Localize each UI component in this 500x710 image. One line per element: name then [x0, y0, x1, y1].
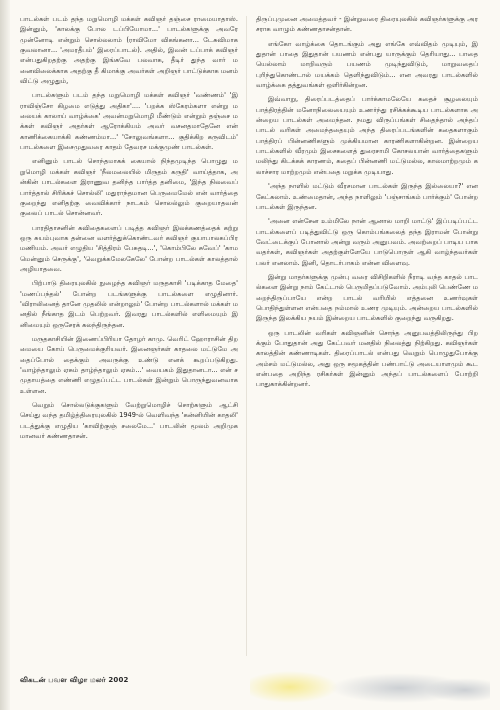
paragraph: பாடல்களும் படம் தந்த மறுமொழி மக்கள் கவிஞர் 'வண்ணம்' 'இராவிஞ்சோ கிழமை எடுத்து அதிகா'.... 'பறக்க ஸ்கேரம்களா என்று மலையக் காலாய் வாழ்க்கை' அவன்மறுமொழி மீண்டும் என்றும் தஞ்சை மக்கள் கவிஞர் அதர்கள் ஆரோக்கியம் அவர் வசனதமாதேனே என் காணிக்கையாக்கி கண்ணம்மா...' 'சோலுவங்களா... குதிக்கிற கருவிடம்' பாடல்களை இசைமுதுவரை காதம் தேவரச மக்குமுண் பாடல்கள். [20, 91, 238, 152]
column-gutter [246, 16, 247, 656]
paragraph: பிற்பாடு திரையுலகில் நுழைந்த கவிஞர் மருதகாசி 'படிக்காத மேதை' 'மணப்பந்தல்' போன்ற படங்களுக்கு பாடல்களை எழுதினார். 'விராலினைத் தானே முதலில் என்றாலும்' போன்ற பாடல்களால் மக்கள் மனதில் நீங்காத இடம் பெற்றவர். இவரது பாடல்களில் எளிமையும் இனிமையும் ஒருசேரக் கலந்திருந்தன. [20, 279, 238, 329]
paragraph: பாடல்கள் படம் தந்த மறுமொழி மக்கள் கவிஞர் தஞ்சை ராமையாதாஸ். இன்னும், 'காலக்கு போல டப்பியோமா...' பாடல்களுக்கு அவரே முன்னோடி என்றும் சொல்லலாம் (ராவிமோ விகங்கனா... டேசுவிமாக குவலானா... 'அமரதீபம்' இரைப்பாடல்). அதில், இவன் டப்பாக் கவிஞர் என்பதுகிறதற்கு அதற்கு இங்கவே பலவாக, தீடிர் துந்த வார் மனைவிலைக்காக அதற்கு தீ கிமாக்கு அவர்கள் அறிஞர் பாட்டுக்காக மனம் விட்டு அழுதும், [20, 15, 238, 86]
paragraph: மருதகாசியின் இணைப்பிரியா தோழர் காமு. வெரிட் ஹோராசின் திறமையை கோய் பெருமைக்குரியவர். இனைஞர்கள் காதலை மட்டுமே அதைப்போல் தைக்கும் அவருக்கு உண்டு எனக் கூறப்படுகிறது. 'வாழ்ந்தாலும் ஏசும் தாழ்ந்தாலும் ஏசும்...' வையகம் இதுதானடா... என் சமுதாயத்தை எண்ணி எழுதப்பட்ட பாடல்கள் இன்றும் பொருந்துவனவாக உள்ளன. [20, 334, 238, 395]
page-footer [0, 668, 500, 710]
paragraph: 'அந்த நாளில் மட்டும் வீரசமான பாடல்கள் இருந்த இல்லையா?' என கேட்கலாம். உண்மைதான், அந்த நாளிலும் 'பஞ்சாங்கம் பார்க்கும்' போன்ற பாடல்கள் இருந்தன. [256, 182, 478, 211]
right-column [256, 14, 478, 664]
footer-decoration [250, 670, 490, 704]
paragraph: இன்று மாதர்களுக்கு முன்பு வரை விசிறிகளில் நீராடி வந்த காதல் பாடல்களை இன்று நாம் கேட்டால் பெருமிதப்படுவோம். அம்புலி பெண்ணே மறைந்திருப்பாயே என்ற பாடல் வரியில் எத்தனை உணர்வுகள் பொதிந்துள்ளன என்பதை நம்மால் உணர முடியும். அன்றைய பாடல்களில் இருந்த இலக்கிய நயம் இன்றைய பாடல்களில் குறைந்து வருகிறது. [256, 272, 478, 323]
paragraph: எனினும் பாடல் சொந்தமாகக் கையால் நிந்தமுடிந்த பொழுது மறுமொழி மக்கள் கவிஞர் 'நீலமலையில் மிருதம் கருதி' வாய்த்தாக, அன்கின் பாடல்களை இராணுவ தனிந்த பார்த்த தனிமை, 'இந்த நிலவைப் பார்த்தால் சிரிக்கச் சொல்லி' மதுராந்தமான பெருமைமேல் என் வார்த்தை குறைந்து எனிதற்கு வைவிக்கார் நாடகம் சொலல்லும் குறையாதவன் குலைப் பாடல் சொன்னவர். [20, 157, 238, 218]
paragraph: ஒரு பாடலின் வரிகள் கவிஞனின் சொந்த அனுபவத்திலிருந்து பிறக்கும் போதுதான் அது கேட்பவர் மனதில் நிலைத்து நிற்கிறது. கவிஞர்கள் காலத்தின் கண்ணாடிகள். திரைப்பாடல் என்பது வெறும் பொழுதுபோக்கு அம்சம் மட்டுமல்ல, அது ஒரு சமூகத்தின் பண்பாட்டு அடையாளமும் கூட என்பதை அறிந்த ரசிகர்கள் இன்னும் அந்தப் பாடல்களைப் போற்றி பாதுகாக்கின்றனர். [256, 328, 478, 389]
yellow-glow [250, 671, 338, 703]
paragraph: இவ்வாறு, திரைப்படத்தைப் பார்க்காமலேயே கதைச் சூழலையும் பாத்திரத்தின் மனோநிலையையும் உணர்ந்து ரசிக்கக்கூடிய பாடல்களாக அன்றைய பாடல்கள் அமைந்தன. நமது விருப்பங்கள் சிதைந்தால் அந்தப் பாடல் வரிகள் அமைந்ததையும் அந்த திரைப்படங்களின் கதைகளாகும் பாத்திரப் பின்னணிகளும் முக்கியமான காரணிகளாகின்றன. இன்றைய பாடல்களில் வீரமும் இசைகளைத் துரைசாமி கோசலயான் வார்த்தைகளும் மலிந்து கிடக்கக் காரணம், கதைப் பின்னணி மட்டுமல்ல, காலமாற்றமும் கலாச்சார மாற்றமும் என்பதை மறுக்க முடியாது. [256, 95, 478, 176]
footer-caption: விகடன் பவள விழா மலர் 2002 [20, 676, 129, 684]
paragraph: 'அனை என்சேன உம்மிலே நான் ஆனால மாறி மாட்டு' இப்படிப்பட்ட பாடல்களைப் படித்துவிட்டு ஒரு கொம்பங்கலைத் தந்த இராமன் போன்று வேட்டைக்குப் போனால் அன்று வரும் அனுபவம். அவற்றைப் பாடிய பாகவதர்கள், கவிஞர்கள் அதற்குள்ளேயே பாடுபொருள் ஆகி வாழ்ந்தவர்கள் பலர் எனலாம். இனி, தொடர்பாகம் என்ன விளைவு. [256, 217, 478, 267]
left-column [20, 14, 238, 664]
paragraph: திருப்புமுனை அமைத்தவர் - இன்றுவரை திரையுலகில் கவிஞர்களுக்கு அரசராக வாழும் கண்ணதாசன்தான். [256, 15, 478, 34]
paragraph: வெறும் சொல்லடுக்குகளும் வேற்றுமொழிச் சொற்களும் ஆட்சி செய்து வந்த தமிழ்த்திரையுலகில் 1949-ல் வெளிவந்த 'கன்னியின் காதலி' படத்துக்கு எழுதிய 'காவிற்குஞ் சலைமே...' பாடலின் மூலம் அறிமுகமானவர் கண்ணதாசன். [20, 401, 238, 441]
paragraph: பாரதிதாசனின் கவிதைகளைப் படித்த கவிஞர் இலக்கணத்தைக் கற்று ஒரு சுயம்புவாக தன்னை வளர்த்துக்கொண்டவர் கவிஞர் குயாபாலகப்பிரமணியம். அவர் எழுதிய 'சித்திரம் பேசுதடி...', 'கொம்பிலே சுவேப்' 'காமமென்னும் செருக்கு', 'வெறுக்கமேலகேலே' போன்ற பாடல்கள் காலத்தால் அழியாதவை. [20, 223, 238, 273]
paragraph: எங்கோ வாழ்க்கை தொடங்கும் அது எங்கே எவ்விதம் முடியும், இதுதான் பாதை இதுதான் பயணம் என்பது யாருக்கும் தெரியாது... பாதை யெல்லாம் மாறிவரும் பயணம் முடிந்துவிடும், மாறுவதைப் புரிந்துகொண்டால் மயக்கம் தெளிந்துவிடும்... என அவரது பாடல்களில் வாழ்க்கை தத்துவங்கள் ஒளிர்கின்றன. [256, 39, 478, 90]
scan-shadow [0, 0, 10, 710]
